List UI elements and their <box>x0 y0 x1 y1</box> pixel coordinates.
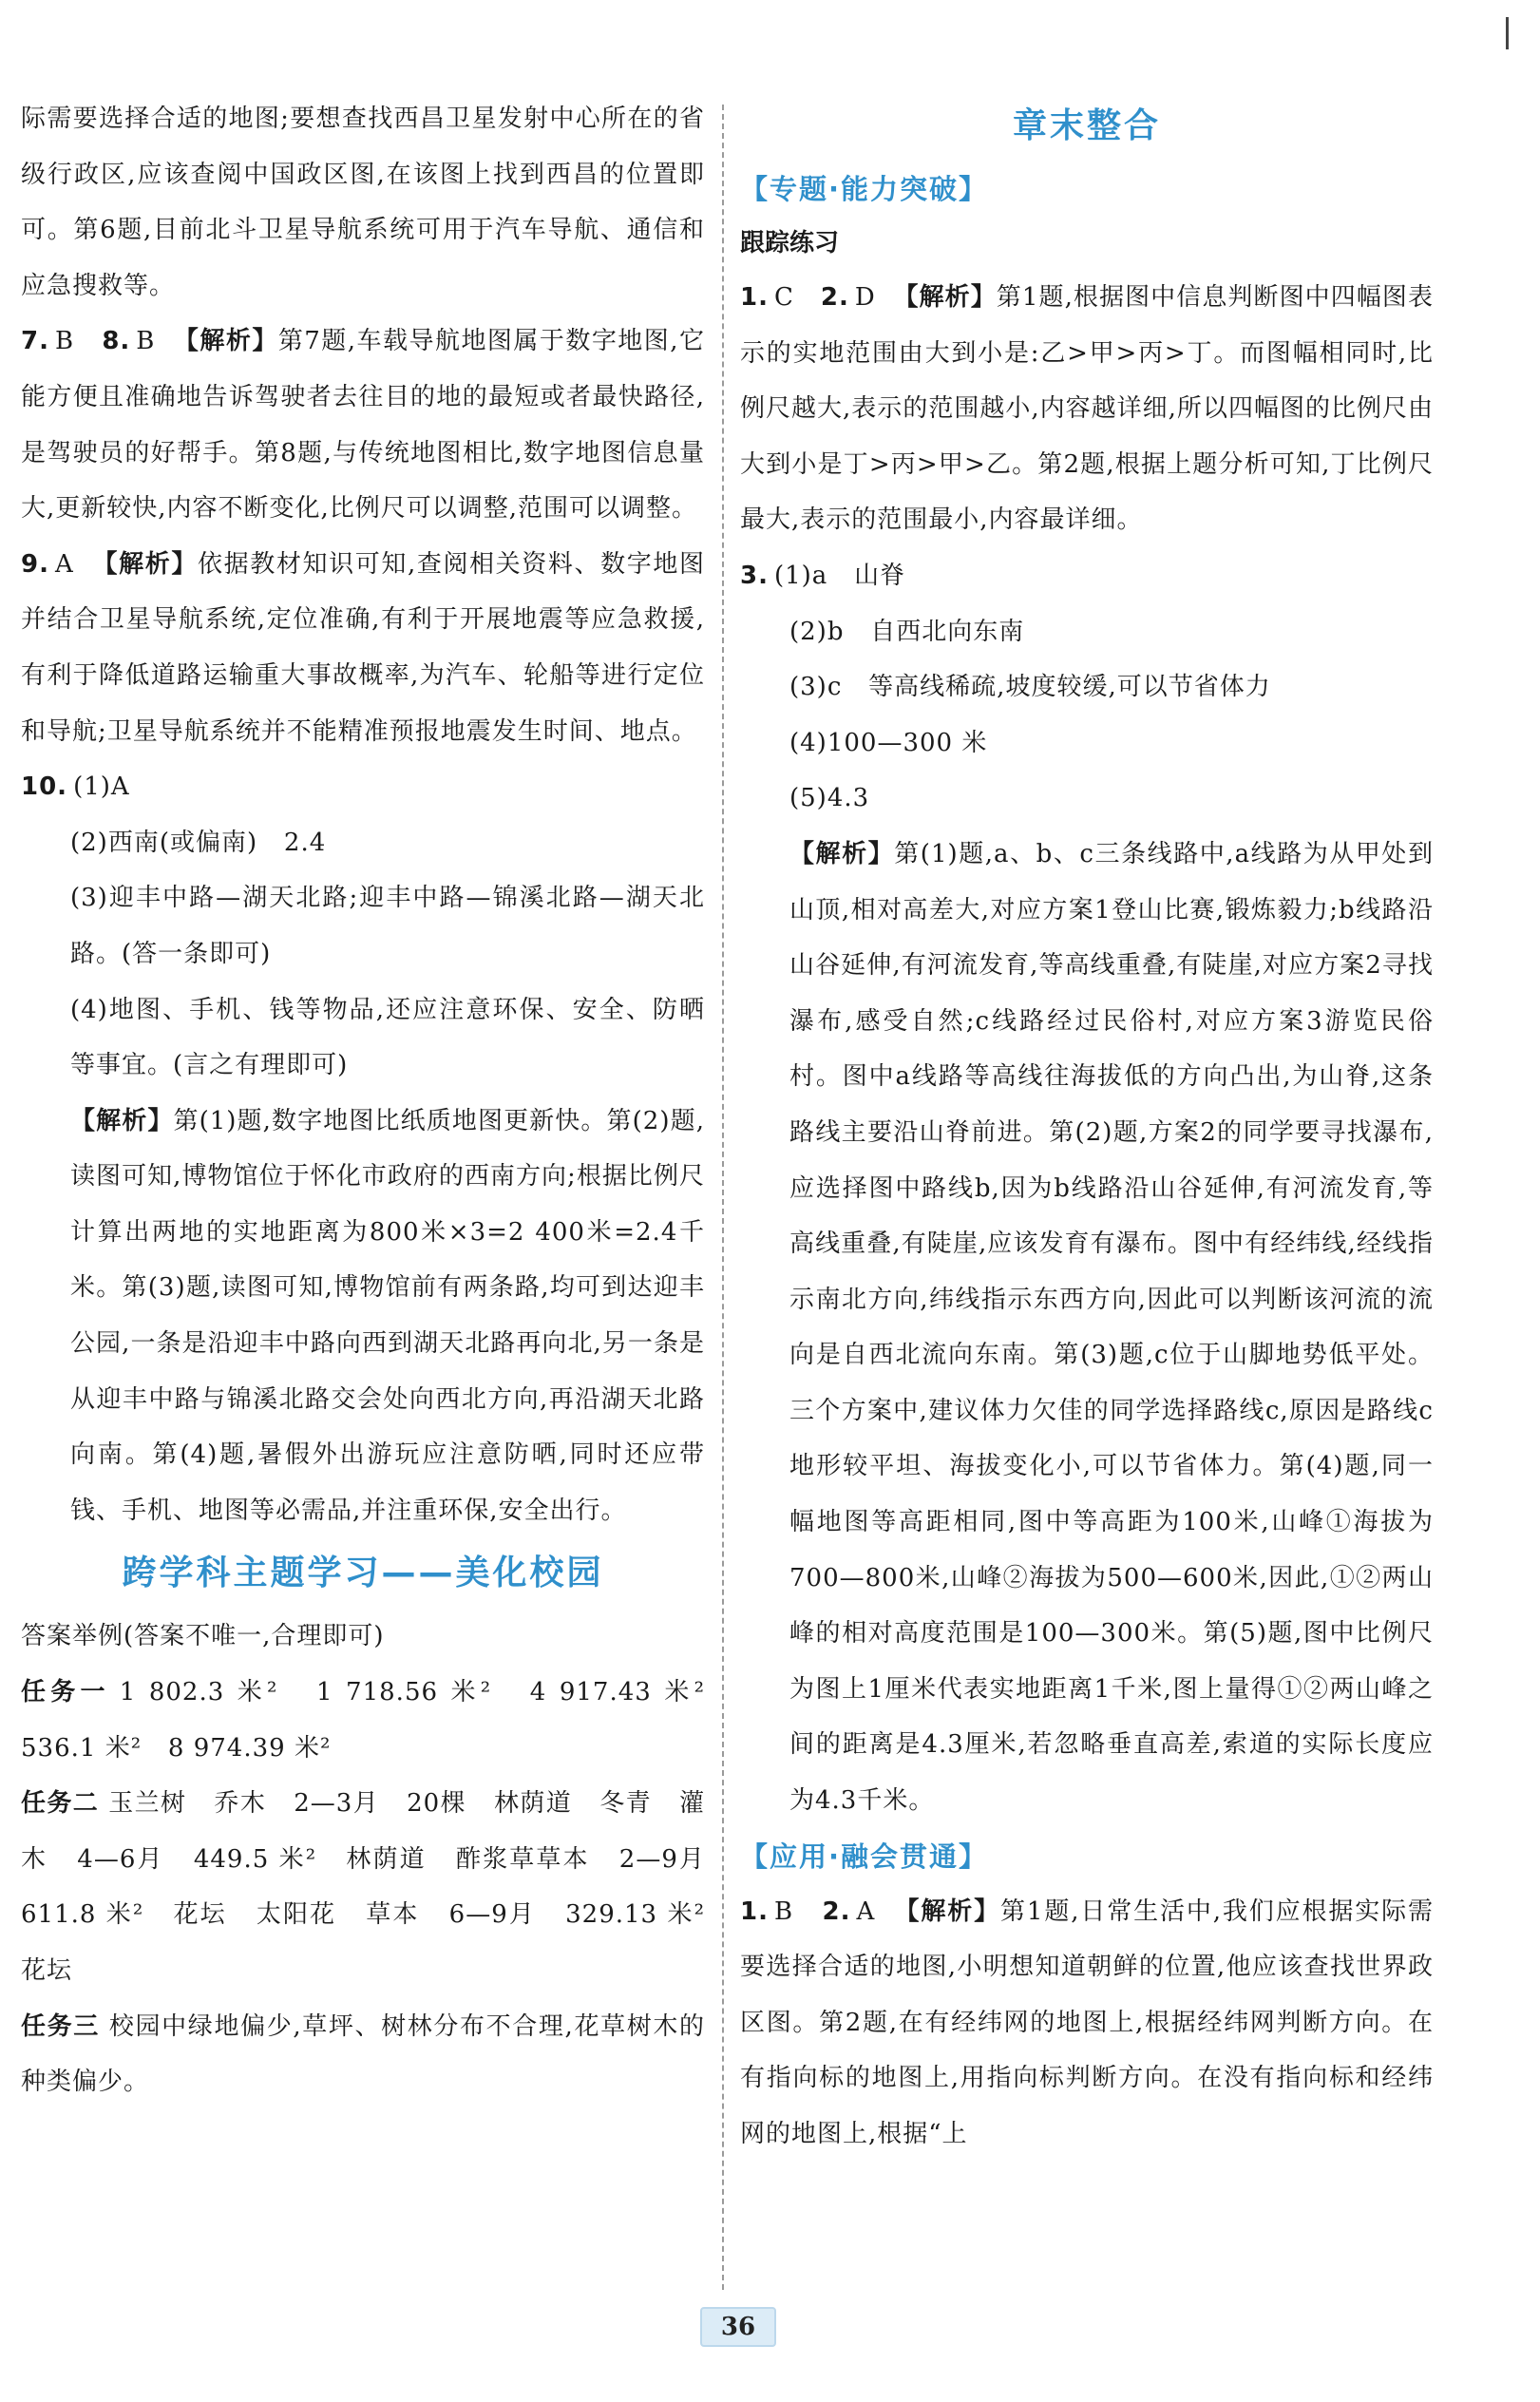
q3-answer-3: (3)c 等高线稀疏,坡度较缓,可以节省体力 <box>789 673 1271 702</box>
r1-r2-analysis: 第1题,日常生活中,我们应根据实际需要选择合适的地图,小明想知道朝鲜的位置,他应该查找世界政区图。第2题,在有经纬网的地图上,根据经纬网判断方向。在有指向标的地图上,用指向标判断方向。在没有指向标和经纬网的地图上,根据“上 <box>740 1897 1434 2148</box>
q3-answer-1: (1)a 山脊 <box>773 561 906 590</box>
q9-number: 9. <box>21 549 49 579</box>
answer-q3-part1 <box>740 548 1434 604</box>
r1-number: 1. <box>740 1897 769 1926</box>
q10-answer-2: (2)西南(或偏南) 2.4 <box>70 828 327 857</box>
answer-q7-q8 <box>21 314 705 536</box>
q10-analysis-text: 第(1)题,数字地图比纸质地图更新快。第(2)题,读图可知,博物馆位于怀化市政府的西南方向;根据比例尺计算出两地的实地距离为800米×3=2 400米=2.4千米。第(3)题,读图可知,博物馆前有两条路,均可到达迎丰公园,一条是沿迎丰中路向西到湖天北路再向北,另一条是从迎丰中路与锦溪北路交会处向西北方向,再沿湖天北路向南。第(4)题,暑假外出游玩应注意防晒,同时还应带钱、手机、地图等必需品,并注重环保,安全出行。 <box>70 1106 705 1525</box>
q10-number: 10. <box>21 772 68 802</box>
task-2-text: 玉兰树 乔木 2—3月 20棵 林荫道 冬青 灌木 4—6月 449.5 米² 林荫道 酢浆草草本 2—9月 611.8 米² 花坛 太阳花 草本 6—9月 329.13 米² 花坛 <box>21 1789 732 1985</box>
q3-number: 3. <box>740 561 769 590</box>
q3-answer-5: (5)4.3 <box>789 784 870 813</box>
left-column <box>21 91 732 2110</box>
q7-number: 7. <box>21 327 49 356</box>
r1-answer: B <box>773 1897 794 1926</box>
q9-analysis: 依据教材知识可知,查阅相关资料、数字地图并结合卫星导航系统,定位准确,有利于开展地震等应急救援,有利于降低道路运输重大事故概率,为汽车、轮船等进行定位和导航;卫星导航系统并不能精准预报地震发生时间、地点。 <box>21 549 705 746</box>
r2-number: 2. <box>822 1897 851 1926</box>
task-1-text: 1 802.3 米² 1 718.56 米² 4 917.43 米² 536.1 米² 8 974.39 米² <box>21 1678 732 1763</box>
task-2-label: 任务二 <box>21 1789 100 1819</box>
task-1 <box>21 1665 732 1776</box>
q10-answer-4: (4)地图、手机、钱等物品,还应注意环保、安全、防晒等事宜。(言之有理即可) <box>70 995 705 1080</box>
analysis-tag: 【解析】 <box>70 1106 174 1135</box>
analysis-tag: 【解析】 <box>893 283 997 312</box>
q10-answer-3: (3)迎丰中路—湖天北路;迎丰中路—锦溪北路—湖天北路。(答一条即可) <box>70 884 705 968</box>
analysis-tag: 【解析】 <box>894 1897 1001 1926</box>
task-3-text: 校园中绿地偏少,草坪、树林分布不合理,花草树木的种类偏少。 <box>21 2011 705 2097</box>
section-application: 【应用·融会贯通】 <box>740 1840 989 1873</box>
chapter-summary-title: 章末整合 <box>1012 106 1161 145</box>
analysis-tag: 【解析】 <box>173 327 278 356</box>
interdisciplinary-title: 跨学科主题学习——美化校园 <box>122 1554 604 1593</box>
analysis-tag: 【解析】 <box>92 549 198 579</box>
q10-analysis <box>21 1094 705 1539</box>
answer-r1-r2 <box>740 1884 1434 2163</box>
q10-answer-1: (1)A <box>73 772 130 802</box>
q3-answer-4: (4)100—300 米 <box>789 728 988 757</box>
task-3-label: 任务三 <box>21 2011 100 2041</box>
tracking-practice-label: 跟踪练习 <box>740 229 840 257</box>
r2-answer: A <box>856 1897 876 1926</box>
q3-answer-2: (2)b 自西北向东南 <box>789 617 1025 646</box>
q2-answer: D <box>854 283 876 312</box>
section-ability-breakthrough: 【专题·能力突破】 <box>740 173 989 205</box>
task-1-label: 任务一 <box>21 1678 110 1707</box>
q1-number: 1. <box>740 283 769 312</box>
answer-q10-part1 <box>21 759 705 815</box>
answer-q1-q2 <box>740 270 1434 548</box>
q1-q2-analysis: 第1题,根据图中信息判断图中四幅图表示的实地范围由大到小是:乙>甲>丙>丁。而图幅相同时,比例尺越大,表示的范围越小,内容越详细,所以四幅图的比例尺由大到小是丁>丙>甲>乙。第2题,根据上题分析可知,丁比例尺最大,表示的范围最小,内容最详细。 <box>740 283 1435 535</box>
left-paragraph-continued: 际需要选择合适的地图;要想查找西昌卫星发射中心所在的省级行政区,应该查阅中国政区图,在该图上找到西昌的位置即可。第6题,目前北斗卫星导航系统可用于汽车导航、通信和应急搜救等。 <box>21 105 705 300</box>
q9-answer: A <box>54 549 74 579</box>
q8-answer: B <box>136 327 156 356</box>
q1-answer: C <box>773 283 794 312</box>
q8-number: 8. <box>102 327 131 356</box>
q3-analysis-text: 第(1)题,a、b、c三条线路中,a线路为从甲处到山顶,相对高差大,对应方案1登山比赛,锻炼毅力;b线路沿山谷延伸,有河流发育,等高线重叠,有陡崖,对应方案2寻找瀑布,感受自然;c线路经过民俗村,对应方案3游览民俗村。图中a线路等高线往海拔低的方向凸出,为山脊,这条路线主要沿山脊前进。第(2)题,方案2的同学要寻找瀑布,应选择图中路线b,因为b线路沿山谷延伸,有河流发育,等高线重叠,有陡崖,应该发育有瀑布。图中有经纬线,经线指示南北方向,纬线指示东西方向,因此可以判断该河流的流向是自西北流向东南。第(3)题,c位于山脚地势低平处。三个方案中,建议体力欠佳的同学选择路线c,原因是路线c地形较平坦、海拔变化小,可以节省体力。第(4)题,同一幅地图等高距相同,图中等高距为100米,山峰①海拔为700—800米,山峰②海拔为500—600米,因此,①②两山峰的相对高度范围是100—300米。第(5)题,图中比例尺为图上1厘米代表实地距离1千米,图上量得①②两山峰之间的距离是4.3厘米,若忽略垂直高差,索道的实际长度应为4.3千米。 <box>789 839 1434 1816</box>
q7-q8-analysis: 第7题,车载导航地图属于数字地图,它能方便且准确地告诉驾驶者去往目的地的最短或者最快路径,是驾驶员的好帮手。第8题,与传统地图相比,数字地图信息量大,更新较快,内容不断变化,比例尺可以调整,范围可以调整。 <box>21 327 706 524</box>
answer-q9 <box>21 537 705 759</box>
q2-number: 2. <box>820 283 849 312</box>
example-intro: 答案举例(答案不唯一,合理即可) <box>21 1622 385 1651</box>
q7-answer: B <box>54 327 75 356</box>
column-divider <box>722 105 724 2290</box>
task-2 <box>21 1776 732 1998</box>
page-number: 36 <box>700 2307 776 2347</box>
task-3 <box>21 1999 705 2110</box>
analysis-tag: 【解析】 <box>789 839 895 868</box>
q3-analysis <box>740 827 1434 1829</box>
page-edge-mark <box>1506 17 1509 49</box>
right-column <box>740 91 1434 2163</box>
